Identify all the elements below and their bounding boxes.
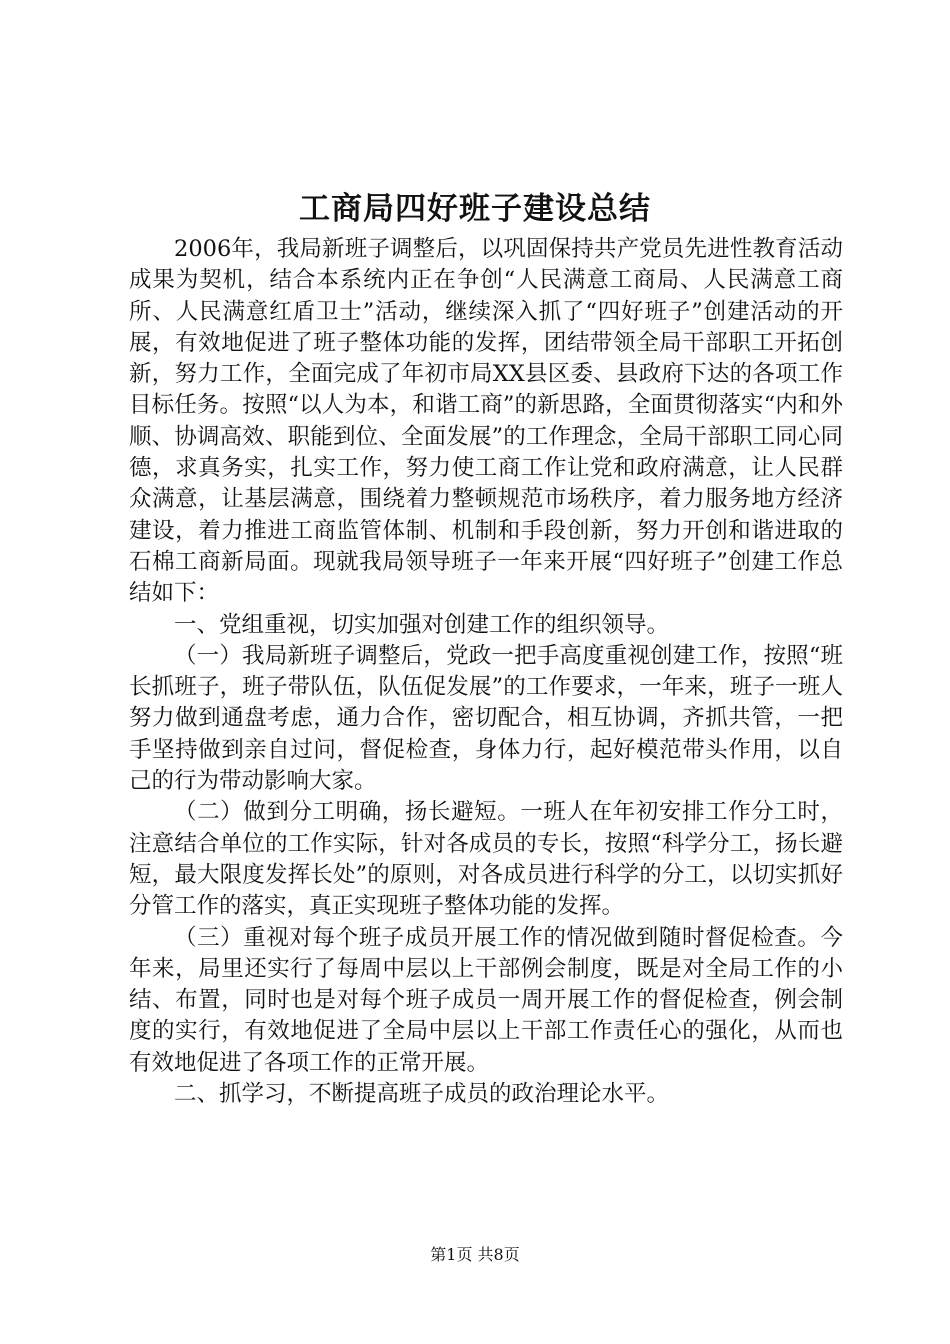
paragraph-section-2-heading: 二、抓学习，不断提高班子成员的政治理论水平。 [174,1081,670,1108]
paragraph-section-1-heading: 一、党组重视，切实加强对创建工作的组织领导。 [174,611,670,638]
paragraph-item-3: （三）重视对每个班子成员开展工作的情况做到随时督促检查。今年来，局里还实行了每周中层以上干部例会制度，既是对全局工作的小结、布置，同时也是对每个班子成员一周开展工作的督促检查，例会制度的实行，有效地促进了全局中层以上干部工作责任心的强化，从而也有效地促进了各项工作的正常开展。 [129,924,843,1076]
document-body [129,234,843,1110]
paragraph-item-1: （一）我局新班子调整后，党政一把手高度重视创建工作，按照“班长抓班子，班子带队伍，队伍促发展”的工作要求，一年来，班子一班人努力做到通盘考虑，通力合作，密切配合，相互协调，齐抓共管，一把手坚持做到亲自过问，督促检查，身体力行，起好模范带头作用，以自己的行为带动影响大家。 [129,642,843,795]
page-number-footer: 第1页 共8页 [430,1245,520,1264]
paragraph-intro: 2006年，我局新班子调整后，以巩固保持共产党员先进性教育活动成果为契机，结合本系统内正在争创“人民满意工商局、人民满意工商所、人民满意红盾卫士”活动，继续深入抓了“四好班子”创建活动的开展，有效地促进了班子整体功能的发挥，团结带领全局干部职工开拓创新，努力工作，全面完成了年初市局XX县区委、县政府下达的各项工作目标任务。按照“以人为本，和谐工商”的新思路，全面贯彻落实“内和外顺、协调高效、职能到位、全面发展”的工作理念，全局干部职工同心同德，求真务实，扎实工作，努力使工商工作让党和政府满意，让人民群众满意，让基层满意，围绕着力整顿规范市场秩序，着力服务地方经济建设，着力推进工商监管体制、机制和手段创新，努力开创和谐进取的石棉工商新局面。现就我局领导班子一年来开展“四好班子”创建工作总结如下： [129,236,843,607]
paragraph-item-2: （二）做到分工明确，扬长避短。一班人在年初安排工作分工时，注意结合单位的工作实际，针对各成员的专长，按照“科学分工，扬长避短，最大限度发挥长处”的原则，对各成员进行科学的分工，以切实抓好分管工作的落实，真正实现班子整体功能的发挥。 [129,799,843,920]
document-title: 工商局四好班子建设总结 [299,191,651,227]
